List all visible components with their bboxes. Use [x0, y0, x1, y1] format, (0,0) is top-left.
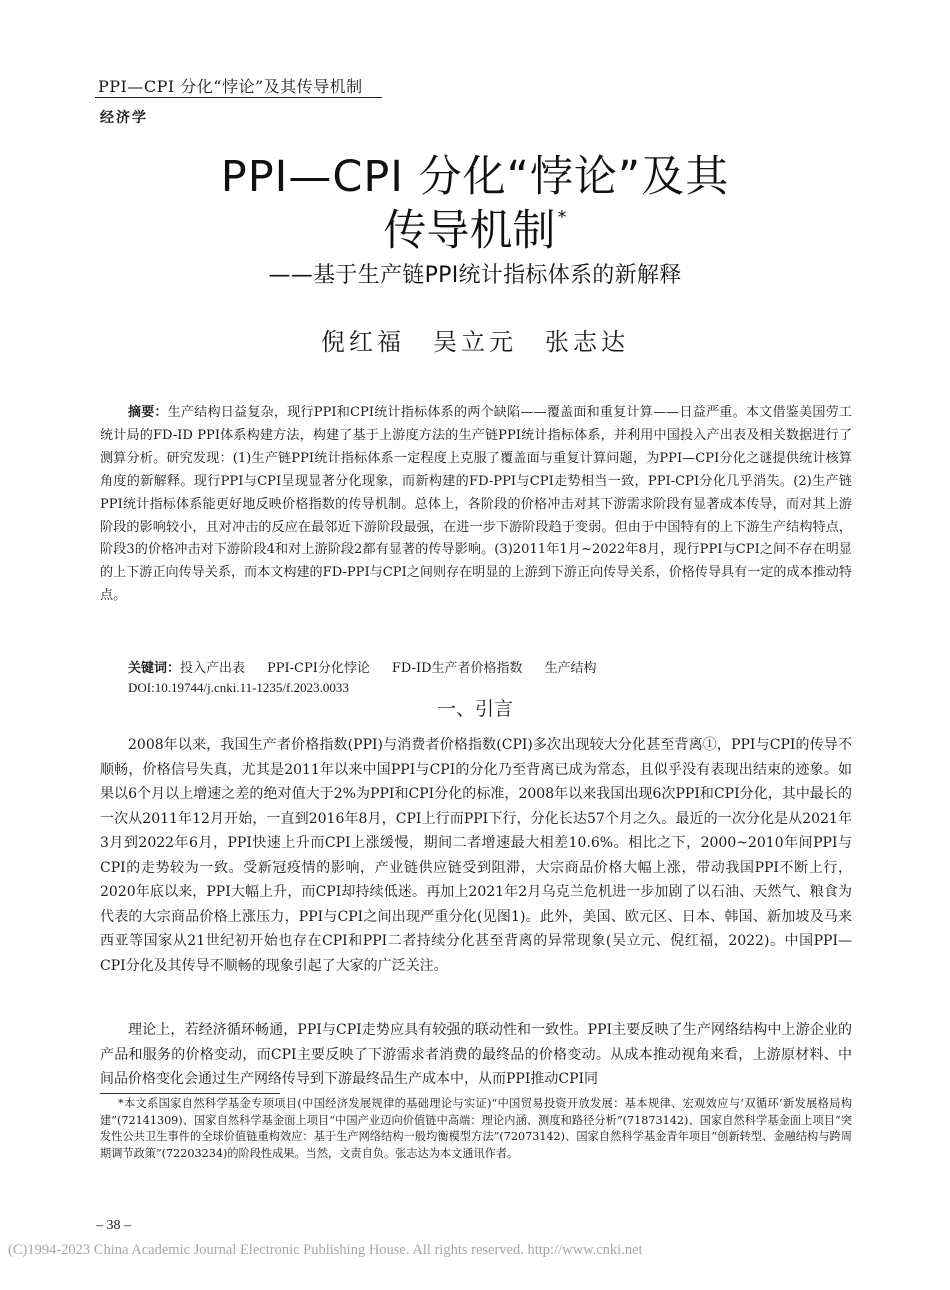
- keywords-label: 关键词：: [128, 661, 181, 676]
- running-header: PPI—CPI 分化“悖论”及其传导机制: [98, 77, 363, 96]
- footnote: *本文系国家自然科学基金专项项目(中国经济发展规律的基础理论与实证)“中国贸易投资开放发展：基本规律、宏观效应与‘双循环’新发展格局构建”(72141309)、国家自然科学基金面上项目“中国产业迈向价值链中高端：理论内涵、测度和路径分析”(71873142)、国家自然科学基金面上项目“突发性公共卫生事件的全球价值链重构效应：基于生产网络结构一般均衡模型方法”(72073142)、国家自然科学基金青年项目“创新转型、金融结构与跨周期调节政策”(72203234)的阶段性成果。当然，文责自负。张志达为本文通讯作者。: [100, 1097, 852, 1160]
- copyright-notice: (C)1994-2023 China Academic Journal Electronic Publishing House. All rights reserved. http://www.cnki.net: [8, 1242, 643, 1258]
- keyword: 投入产出表: [180, 661, 246, 676]
- abstract: [100, 402, 852, 608]
- article-subtitle: ——基于生产链PPI统计指标体系的新解释: [268, 263, 682, 288]
- title-note-mark: *: [557, 207, 567, 228]
- keyword: FD-ID生产者价格指数: [391, 661, 523, 676]
- article-title-line2: [0, 197, 950, 258]
- article-title-text: 传导机制: [383, 206, 556, 256]
- section-heading: 一、引言: [436, 698, 513, 720]
- keywords: [128, 657, 619, 676]
- body-paragraph: 理论上，若经济循环畅通，PPI与CPI走势应具有较强的联动性和一致性。PPI主要反映了生产网络结构中上游企业的产品和服务的价格变动，而CPI主要反映了下游需求者消费的最终品的价格变动。从成本推动视角来看，上游原材料、中间品价格变化会通过生产网络传导到下游最终品生产成本中，从而PPI推动CPI同: [100, 1022, 852, 1087]
- author-name: 张志达: [545, 328, 629, 356]
- author-name: 吴立元: [433, 328, 517, 356]
- page-number: – 38 –: [96, 1218, 131, 1233]
- section-tag: 经济学: [100, 110, 148, 126]
- article-title-line1: PPI—CPI 分化“悖论”及其: [220, 152, 730, 202]
- abstract-text: 生产结构日益复杂，现行PPI和CPI统计指标体系的两个缺陷——覆盖面和重复计算——日益严重。本文借鉴美国劳工统计局的FD-ID PPI体系构建方法，构建了基于上游度方法的生产链PPI统计指标体系，并利用中国投入产出表及相关数据进行了测算分析。研究发现：(1)生产链PPI统计指标体系一定程度上克服了覆盖面与重复计算问题，为PPI—CPI分化之谜提供统计核算角度的新解释。现行PPI与CPI呈现显著分化现象，而新构建的FD-PPI与CPI走势相当一致，PPI-CPI分化几乎消失。(2)生产链PPI统计指标体系能更好地反映价格指数的传导机制。总体上，各阶段的价格冲击对其下游需求阶段有显著成本传导，而对其上游阶段的影响较小，且对冲击的反应在最邻近下游阶段最强，在进一步下游阶段趋于变弱。但由于中国特有的上下游生产结构特点，阶段3的价格冲击对下游阶段4和对上游阶段2都有显著的传导影响。(3)2011年1月~2022年8月，现行PPI与CPI之间不存在明显的上下游正向传导关系，而本文构建的FD-PPI与CPI之间则存在明显的上游到下游正向传导关系，价格传导具有一定的成本推动特点。: [100, 405, 852, 604]
- body-paragraph: 2008年以来，我国生产者价格指数(PPI)与消费者价格指数(CPI)多次出现较大分化甚至背离①，PPI与CPI的传导不顺畅，价格信号失真，尤其是2011年以来中国PPI与CPI的分化乃至背离已成为常态，且似乎没有表现出结束的迹象。如果以6个月以上增速之差的绝对值大于2%为PPI和CPI分化的标准，2008年以来我国出现6次PPI和CPI分化，其中最长的一次从2011年12月开始，一直到2016年8月，CPI上行而PPI下行，分化长达57个月之久。最近的一次分化是从2021年3月到2022年6月，PPI快速上升而CPI上涨缓慢，期间二者增速最大相差10.6%。相比之下，2000~2010年间PPI与CPI的走势较为一致。受新冠疫情的影响，产业链供应链受到阻滞，大宗商品价格大幅上涨，带动我国PPI不断上行，2020年底以来，PPI大幅上升，而CPI却持续低迷。再加上2021年2月乌克兰危机进一步加剧了以石油、天然气、粮食为代表的大宗商品价格上涨压力，PPI与CPI之间出现严重分化(见图1)。此外，美国、欧元区、日本、韩国、新加坡及马来西亚等国家从21世纪初开始也存在CPI和PPI二者持续分化甚至背离的异常现象(吴立元、倪红福，2022)。中国PPI—CPI分化及其传导不顺畅的现象引起了大家的广泛关注。: [100, 737, 852, 974]
- keyword: PPI-CPI分化悖论: [267, 661, 370, 676]
- keyword: 生产结构: [544, 661, 597, 676]
- footnote-rule: [100, 1093, 280, 1094]
- abstract-label: 摘要：: [128, 405, 168, 420]
- author-name: 倪红福: [321, 328, 405, 356]
- header-rule: [95, 97, 382, 98]
- doi[interactable]: DOI:10.19744/j.cnki.11-1235/f.2023.0033: [128, 680, 349, 695]
- author-list: [0, 322, 950, 357]
